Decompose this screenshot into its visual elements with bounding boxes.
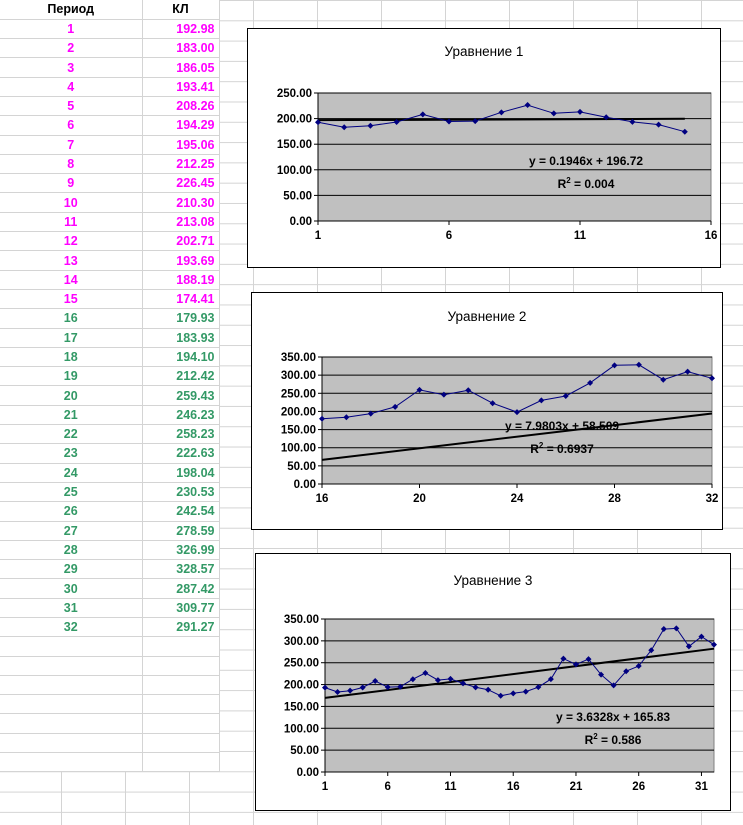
y-tick-label: 200.00 [283, 679, 319, 692]
empty-cell[interactable] [0, 695, 142, 714]
kl-cell[interactable]: 212.25 [142, 154, 219, 173]
y-tick-label: 200.00 [280, 406, 316, 419]
kl-cell[interactable]: 183.93 [142, 328, 219, 347]
x-tick-label: 31 [695, 781, 708, 793]
y-tick-label: 350.00 [280, 352, 316, 364]
y-tick-label: 100.00 [283, 723, 319, 736]
kl-cell[interactable]: 208.26 [142, 96, 219, 115]
table-row [0, 39, 219, 58]
period-cell[interactable]: 30 [0, 579, 142, 598]
kl-cell[interactable]: 328.57 [142, 560, 219, 579]
r-squared-exponent: 2 [566, 176, 571, 185]
plot-area [318, 93, 711, 221]
x-tick-label: 16 [315, 493, 329, 505]
period-cell[interactable]: 1 [0, 19, 142, 38]
y-tick-label: 250.00 [276, 88, 312, 100]
period-cell[interactable]: 17 [0, 328, 142, 347]
kl-cell[interactable]: 194.10 [142, 347, 219, 366]
y-tick-label: 300.00 [283, 635, 319, 648]
x-tick-label: 20 [413, 493, 426, 505]
x-tick-label: 24 [510, 493, 524, 505]
chart-3-svg [256, 554, 730, 810]
period-cell[interactable]: 2 [0, 39, 142, 58]
table-row [0, 598, 219, 617]
y-tick-label: 0.00 [293, 479, 316, 491]
y-tick-label: 300.00 [280, 370, 316, 383]
kl-cell[interactable]: 179.93 [142, 309, 219, 328]
x-tick-label: 11 [573, 230, 587, 242]
table-row [0, 579, 219, 598]
table-row [0, 289, 219, 308]
x-tick-label: 1 [314, 230, 322, 242]
kl-cell[interactable]: 287.42 [142, 579, 219, 598]
kl-cell[interactable]: 194.29 [142, 116, 219, 135]
kl-cell[interactable]: 198.04 [142, 463, 219, 482]
y-tick-label: 50.00 [283, 190, 312, 203]
period-cell[interactable]: 5 [0, 96, 142, 115]
header-row [0, 0, 219, 19]
table-row [0, 96, 219, 115]
r-squared-exponent: 2 [593, 732, 598, 741]
table-row [0, 174, 219, 193]
kl-cell[interactable]: 226.45 [142, 174, 219, 193]
y-tick-label: 250.00 [283, 657, 319, 670]
y-tick-label: 250.00 [280, 388, 316, 401]
kl-cell[interactable]: 309.77 [142, 598, 219, 617]
chart-2-svg [252, 293, 722, 529]
kl-cell[interactable]: 174.41 [142, 289, 219, 308]
empty-row [0, 656, 219, 675]
y-tick-label: 0.00 [289, 216, 312, 228]
period-cell[interactable]: 19 [0, 367, 142, 386]
period-cell[interactable]: 11 [0, 212, 142, 231]
period-cell[interactable]: 20 [0, 386, 142, 405]
empty-cell[interactable] [0, 714, 142, 733]
period-cell[interactable]: 3 [0, 58, 142, 77]
r-squared-label: R [557, 177, 567, 191]
r-squared-value: = 0.004 [570, 177, 615, 191]
period-cell[interactable]: 29 [0, 560, 142, 579]
r-squared-label: R [584, 733, 594, 747]
empty-row [0, 753, 219, 772]
table-row [0, 347, 219, 366]
period-cell[interactable]: 32 [0, 618, 142, 637]
table-row [0, 386, 219, 405]
r-squared [558, 176, 615, 191]
r-squared-exponent: 2 [538, 441, 544, 450]
kl-cell[interactable]: 230.53 [142, 482, 219, 501]
y-tick-label: 200.00 [276, 113, 312, 126]
empty-row [0, 695, 219, 714]
trend-equation: y = 7.9803x + 58.509 [504, 419, 620, 433]
kl-cell[interactable]: 188.19 [142, 270, 219, 289]
kl-cell[interactable]: 259.43 [142, 386, 219, 405]
y-tick-label: 150.00 [280, 424, 316, 437]
empty-cell[interactable] [0, 675, 142, 694]
kl-cell[interactable]: 183.00 [142, 39, 219, 58]
trend-equation: y = 0.1946x + 196.72 [528, 154, 644, 168]
kl-cell[interactable]: 210.30 [142, 193, 219, 212]
empty-cell[interactable] [142, 695, 219, 714]
r-squared [585, 732, 642, 747]
table-row [0, 154, 219, 173]
x-tick-label: 28 [608, 493, 621, 505]
table-row [0, 482, 219, 501]
period-cell[interactable]: 15 [0, 289, 142, 308]
table-row [0, 444, 219, 463]
y-tick-label: 50.00 [290, 745, 319, 758]
period-cell[interactable]: 31 [0, 598, 142, 617]
kl-cell[interactable]: 193.69 [142, 251, 219, 270]
empty-cell[interactable] [0, 753, 142, 772]
period-cell[interactable]: 18 [0, 347, 142, 366]
period-cell[interactable]: 21 [0, 405, 142, 424]
empty-cell[interactable] [142, 753, 219, 772]
chart-1[interactable] [247, 28, 721, 268]
table-row [0, 116, 219, 135]
period-cell[interactable]: 7 [0, 135, 142, 154]
period-cell[interactable]: 8 [0, 154, 142, 173]
x-tick-label: 11 [444, 781, 457, 793]
period-cell[interactable]: 4 [0, 77, 142, 96]
chart-1-title: Уравнение 1 [444, 44, 524, 59]
empty-row [0, 675, 219, 694]
chart-2-title: Уравнение 2 [447, 309, 527, 324]
kl-cell[interactable]: 202.71 [142, 232, 219, 251]
chart-3-title: Уравнение 3 [453, 573, 533, 588]
empty-row [0, 733, 219, 752]
table-row [0, 19, 219, 38]
kl-cell[interactable]: 213.08 [142, 212, 219, 231]
kl-cell[interactable]: 242.54 [142, 502, 219, 521]
table-row [0, 212, 219, 231]
table-row [0, 425, 219, 444]
empty-cell[interactable] [142, 637, 219, 656]
empty-row [0, 637, 219, 656]
period-cell[interactable]: 13 [0, 251, 142, 270]
table-row [0, 367, 219, 386]
table-row [0, 502, 219, 521]
period-cell[interactable]: 12 [0, 232, 142, 251]
table-row [0, 328, 219, 347]
kl-cell[interactable]: 186.05 [142, 58, 219, 77]
y-tick-label: 100.00 [276, 164, 312, 177]
table-row [0, 405, 219, 424]
kl-cell[interactable]: 258.23 [142, 425, 219, 444]
kl-cell[interactable]: 193.41 [142, 77, 219, 96]
kl-cell[interactable]: 195.06 [142, 135, 219, 154]
kl-cell[interactable]: 192.98 [142, 19, 219, 38]
x-tick-label: 26 [632, 781, 646, 793]
x-tick-label: 16 [506, 781, 520, 793]
period-cell[interactable]: 22 [0, 425, 142, 444]
period-cell[interactable]: 9 [0, 174, 142, 193]
kl-cell[interactable]: 246.23 [142, 405, 219, 424]
y-tick-label: 0.00 [296, 767, 319, 779]
empty-cell[interactable] [142, 675, 219, 694]
kl-cell[interactable]: 326.99 [142, 540, 219, 559]
period-cell[interactable]: 25 [0, 482, 142, 501]
kl-cell[interactable]: 278.59 [142, 521, 219, 540]
empty-cell[interactable] [0, 637, 142, 656]
table-row [0, 58, 219, 77]
data-table [0, 0, 220, 772]
x-tick-label: 32 [705, 493, 719, 505]
period-cell[interactable]: 28 [0, 540, 142, 559]
period-cell[interactable]: 6 [0, 116, 142, 135]
table-row [0, 270, 219, 289]
y-tick-label: 150.00 [283, 701, 319, 714]
table-row [0, 309, 219, 328]
x-tick-label: 6 [445, 230, 453, 242]
period-cell[interactable]: 23 [0, 444, 142, 463]
period-cell[interactable]: 24 [0, 463, 142, 482]
y-tick-label: 100.00 [280, 442, 316, 455]
y-tick-label: 350.00 [283, 614, 319, 626]
table-row [0, 232, 219, 251]
table-row [0, 77, 219, 96]
r-squared-value: = 0.586 [597, 733, 642, 747]
table-row [0, 135, 219, 154]
x-tick-label: 21 [569, 781, 583, 793]
chart-3[interactable] [255, 553, 731, 811]
data-table-body [0, 0, 219, 772]
table-row [0, 193, 219, 212]
trendline [318, 119, 685, 120]
period-cell[interactable]: 14 [0, 270, 142, 289]
trend-equation: y = 3.6328x + 165.83 [555, 710, 671, 724]
y-tick-label: 50.00 [287, 460, 316, 473]
table-row [0, 618, 219, 637]
period-cell[interactable]: 26 [0, 502, 142, 521]
kl-cell[interactable]: 222.63 [142, 444, 219, 463]
empty-cell[interactable] [0, 656, 142, 675]
y-tick-label: 150.00 [276, 139, 312, 152]
x-tick-label: 1 [321, 781, 329, 793]
period-cell[interactable]: 10 [0, 193, 142, 212]
period-cell[interactable]: 16 [0, 309, 142, 328]
table-row [0, 560, 219, 579]
table-row [0, 540, 219, 559]
table-row [0, 521, 219, 540]
empty-cell[interactable] [142, 714, 219, 733]
kl-cell[interactable]: 291.27 [142, 618, 219, 637]
r-squared-label: R [530, 442, 539, 456]
period-cell[interactable]: 27 [0, 521, 142, 540]
x-tick-label: 16 [704, 230, 718, 242]
x-tick-label: 6 [384, 781, 391, 793]
r-squared-value: = 0.6937 [543, 442, 594, 456]
empty-row [0, 714, 219, 733]
chart-1-svg [248, 29, 720, 267]
table-row [0, 251, 219, 270]
kl-cell[interactable]: 212.42 [142, 367, 219, 386]
header-period[interactable]: Период [0, 0, 142, 19]
chart-2[interactable] [251, 292, 723, 530]
table-row [0, 463, 219, 482]
empty-cell[interactable] [142, 656, 219, 675]
empty-cell[interactable] [142, 733, 219, 752]
empty-cell[interactable] [0, 733, 142, 752]
header-kl[interactable]: КЛ [142, 0, 219, 19]
